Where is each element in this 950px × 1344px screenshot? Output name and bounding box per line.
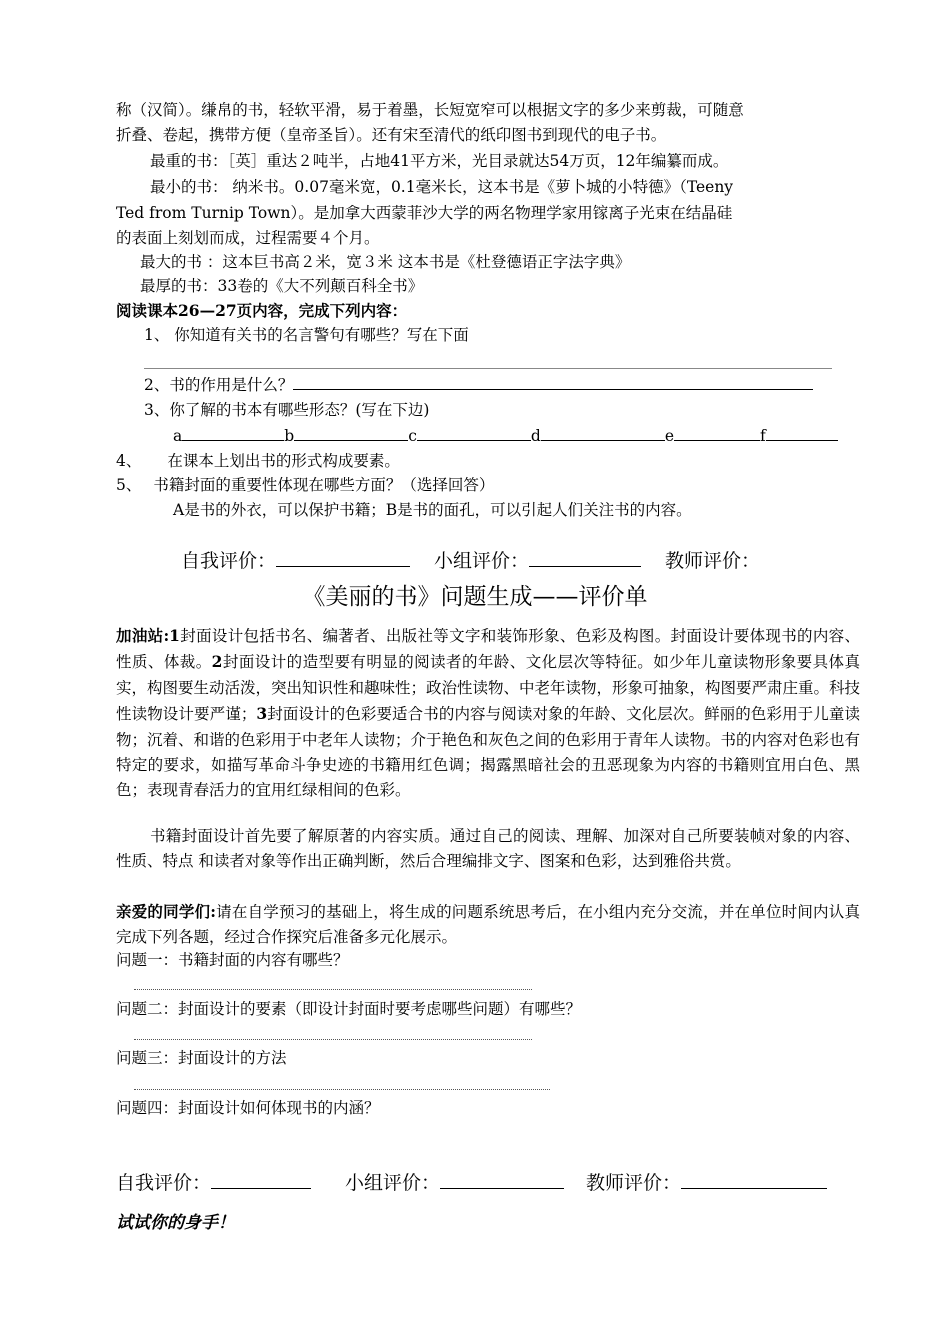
self-eval-field-2[interactable] — [211, 1168, 311, 1189]
reading-q5: 5、 书籍封面的重要性体现在哪些方面？（选择回答） — [116, 476, 495, 494]
self-eval-field[interactable] — [276, 546, 410, 567]
q2-answer-line[interactable] — [293, 373, 813, 390]
question-1: 问题一：书籍封面的内容有哪些？ — [116, 951, 349, 969]
option-d-line[interactable] — [541, 424, 665, 441]
reading-q1: 1、 你知道有关书的名言警句有哪些？写在下面 — [144, 326, 469, 344]
option-e-line[interactable] — [674, 424, 760, 441]
group-eval-field[interactable] — [529, 546, 641, 567]
group-eval-label: 小组评价： — [434, 550, 530, 572]
option-b-line[interactable] — [294, 424, 408, 441]
tips-label: 加油站: — [116, 626, 170, 645]
intro-line-2: 折叠、卷起，携带方便（皇帝圣旨）。还有宋至清代的纸印图书到现代的电子书。 — [116, 126, 667, 144]
group-eval-field-2[interactable] — [440, 1168, 564, 1189]
reading-q2: 2、书的作用是什么？ — [144, 373, 813, 398]
intro-line-1: 称（汉简）。缣帛的书，轻软平滑，易于着墨，长短宽窄可以根据文字的多少来剪裁，可随意 — [116, 101, 744, 119]
question-2-answer-line[interactable] — [134, 1039, 532, 1040]
question-3-answer-line[interactable] — [134, 1089, 550, 1090]
tips-paragraph-2: 书籍封面设计首先要了解原著的内容实质。通过自己的阅读、理解、加深对自己所要装帧对象的内容、性质、特点 和读者对象等作出正确判断，然后合理编排文字、图案和色彩，达到雅俗共赏。 — [116, 827, 860, 871]
smallest-book-2: Ted from Turnip Town）。是加拿大西蒙菲沙大学的两名物理学家用镓离子光束在结晶硅 — [116, 204, 733, 222]
form-options — [173, 424, 838, 449]
teacher-eval-field-2[interactable] — [681, 1168, 827, 1189]
evaluation-row-2 — [116, 1168, 827, 1197]
classmates-label: 亲爱的同学们: — [116, 902, 216, 921]
question-1-answer-line[interactable] — [134, 989, 532, 990]
option-f-line[interactable] — [766, 424, 838, 441]
option-a-line[interactable] — [182, 424, 284, 441]
option-c: c — [408, 427, 417, 445]
teacher-eval-label: 教师评价： — [665, 550, 761, 572]
teacher-eval-label-2: 教师评价： — [586, 1172, 682, 1194]
option-f: f — [760, 427, 766, 445]
try-it-caption: 试试你的身手！ — [116, 1213, 235, 1233]
option-c-line[interactable] — [417, 424, 531, 441]
tips-paragraph: 加油站:1封面设计包括书名、编著者、出版社等文字和装饰形象、色彩及构图。封面设计要体现书的内容、性质、体裁。2封面设计的造型要有明显的阅读者的年龄、文化层次等特征。如少年儿童读物形象要具体真实，构图要生动活泼，突出知识性和趣味性；政治性读物、中老年读物，形象可抽象，构图要严肃庄重。科技性读物设计要严谨；3封面设计的色彩要适合书的内容与阅读对象的年龄、文化层次。鲜丽的色彩用于儿童读物；沉着、和谐的色彩用于中老年人读物；介于艳色和灰色之间的色彩用于青年人读物。书的内容对色彩也有特定的要求，如描写革命斗争史迹的书籍用红色调；揭露黑暗社会的丑恶现象为内容的书籍则宜用白色、黑色；表现青春活力的宜用红绿相间的色彩。 — [116, 626, 861, 800]
q1-answer-line[interactable] — [144, 368, 832, 369]
question-4: 问题四：封面设计如何体现书的内涵？ — [116, 1099, 380, 1117]
worksheet-title: 《美丽的书》问题生成——评价单 — [302, 584, 648, 610]
self-eval-label-2: 自我评价： — [116, 1172, 212, 1194]
option-d: d — [530, 427, 541, 445]
group-eval-label-2: 小组评价： — [345, 1172, 441, 1194]
heaviest-book: 最重的书：［英］重达２吨半，占地41平方米，光目录就达54万页，12年编纂而成。 — [150, 152, 729, 170]
smallest-book-1: 最小的书： 纳米书。0.07毫米宽，0.1毫米长，这本书是《萝卜城的小特德》（Teeny — [150, 178, 734, 196]
thickest-book: 最厚的书：33卷的《大不列颠百科全书》 — [140, 277, 424, 295]
largest-book: 最大的书 ：这本巨书高２米，宽３米 这本书是《杜登德语正字法字典》 — [140, 253, 631, 271]
question-2: 问题二：封面设计的要素（即设计封面时要考虑哪些问题）有哪些？ — [116, 1000, 582, 1018]
evaluation-row-1 — [181, 546, 760, 575]
reading-q3: 3、你了解的书本有哪些形态？(写在下边) — [144, 401, 430, 419]
option-a: a — [173, 427, 183, 445]
self-eval-label: 自我评价： — [181, 550, 277, 572]
option-e: e — [664, 427, 674, 445]
reading-heading: 阅读课本26—27页内容，完成下列内容： — [116, 301, 408, 320]
reading-q5-answer: A是书的外衣，可以保护书籍；B是书的面孔，可以引起人们关注书的内容。 — [173, 501, 692, 519]
classmates-paragraph: 亲爱的同学们:请在自学预习的基础上，将生成的问题系统思考后，在小组内充分交流，并在单位时间内认真完成下列各题，经过合作探究后准备多元化展示。 — [116, 902, 860, 947]
option-b: b — [284, 427, 295, 445]
question-3: 问题三：封面设计的方法 — [116, 1049, 287, 1067]
smallest-book-3: 的表面上刻划而成，过程需要４个月。 — [116, 229, 380, 247]
reading-q4: 4、 在课本上划出书的形式构成要素。 — [116, 452, 400, 470]
